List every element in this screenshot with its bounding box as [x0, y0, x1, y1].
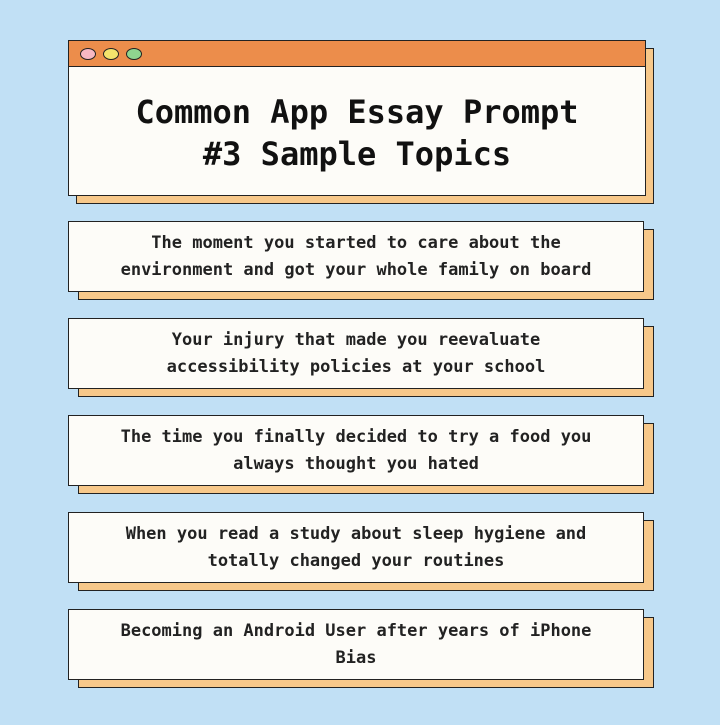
topic-line-1: The moment you started to care about the — [151, 232, 561, 253]
window-titlebar — [69, 41, 645, 67]
topic-line-1: Your injury that made you reevaluate — [171, 329, 541, 350]
topic-card — [68, 221, 644, 292]
window-minimize-dot-icon — [103, 48, 119, 60]
topic-card — [68, 318, 644, 389]
window-close-dot-icon — [80, 48, 96, 60]
topic-line-2: always thought you hated — [233, 453, 479, 474]
topic-card-body — [68, 318, 644, 389]
topic-line-2: environment and got your whole family on board — [120, 259, 592, 280]
topic-line-1: When you read a study about sleep hygiene and — [125, 523, 587, 544]
topic-line-2: Bias — [335, 647, 377, 668]
topic-text — [107, 618, 606, 672]
title-line-2: #3 Sample Topics — [202, 135, 512, 173]
page-title — [69, 91, 645, 175]
topic-text — [107, 424, 606, 478]
window-maximize-dot-icon — [126, 48, 142, 60]
topic-card-body — [68, 512, 644, 583]
topic-card-body — [68, 221, 644, 292]
topic-text — [153, 327, 560, 381]
title-window — [68, 40, 646, 196]
topic-line-2: totally changed your routines — [207, 550, 505, 571]
topic-line-2: accessibility policies at your school — [166, 356, 546, 377]
topic-card — [68, 512, 644, 583]
topic-line-1: Becoming an Android User after years of iPhone — [120, 620, 592, 641]
topic-card — [68, 415, 644, 486]
title-line-1: Common App Essay Prompt — [135, 93, 579, 131]
topic-card-body — [68, 609, 644, 680]
topic-text — [112, 521, 601, 575]
topic-text — [107, 230, 606, 284]
topic-card — [68, 609, 644, 680]
topic-card-body — [68, 415, 644, 486]
title-window-body — [68, 40, 646, 196]
topic-line-1: The time you finally decided to try a food you — [120, 426, 592, 447]
